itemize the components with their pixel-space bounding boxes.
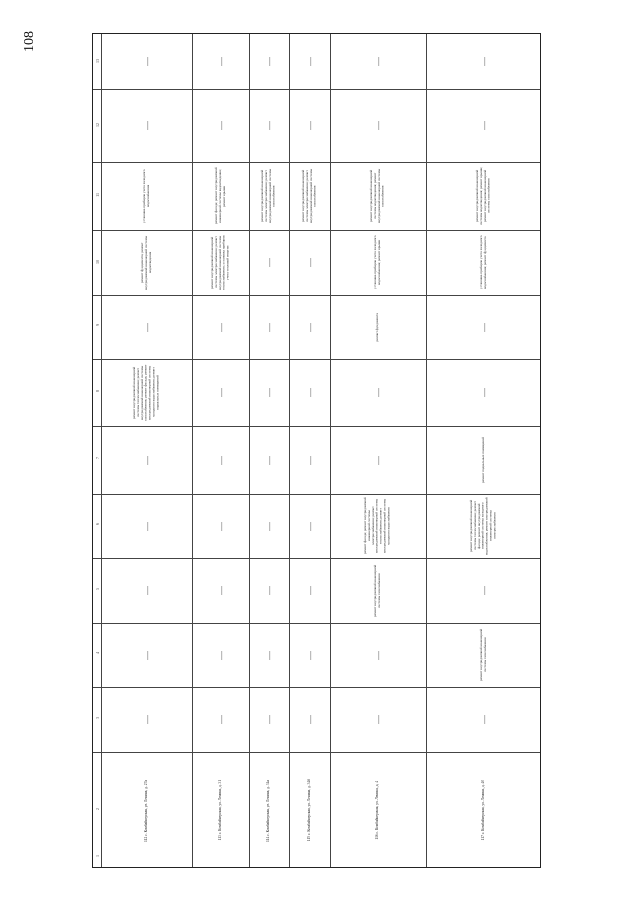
table-cell xyxy=(192,687,249,752)
column-number: 1 xyxy=(95,855,100,857)
empty-dash: — xyxy=(141,715,152,724)
table-cell xyxy=(426,623,542,687)
table-cell xyxy=(101,162,192,230)
table-cell xyxy=(249,623,289,687)
column-number: 8 xyxy=(95,389,100,392)
table-cell xyxy=(426,494,542,558)
table-cell xyxy=(289,558,330,623)
table-cell xyxy=(289,494,330,558)
empty-dash: — xyxy=(479,57,489,66)
empty-dash: — xyxy=(373,57,383,66)
table-cell xyxy=(289,34,330,89)
cell-text: ремонт фундамента; ремонт внутридомовой инженерной системы водоотведения xyxy=(139,235,152,290)
table-cell xyxy=(330,230,426,295)
empty-dash: — xyxy=(304,455,315,465)
table-cell xyxy=(101,295,192,359)
empty-dash: — xyxy=(264,455,274,465)
capital-repair-table xyxy=(92,33,541,868)
empty-dash: — xyxy=(264,388,274,397)
empty-dash: — xyxy=(304,258,315,267)
table-cell xyxy=(289,89,330,162)
empty-dash: — xyxy=(215,586,226,595)
table-cell xyxy=(101,359,192,426)
empty-dash: — xyxy=(141,650,152,660)
table-cell xyxy=(249,359,289,426)
column-number: 2 xyxy=(95,807,100,810)
cell-text: ремонт внутридомовой инженерной системы электроснабжения; ремонт внутридомовой инженерной системы газоснабжения xyxy=(300,168,317,224)
table-cell xyxy=(426,34,542,89)
table-cell xyxy=(289,359,330,426)
table-cell xyxy=(101,230,192,295)
table-cell xyxy=(426,359,542,426)
cell-text: установка приборов учета холодного водоснабжения; ремонт крыши xyxy=(373,235,381,290)
table-cell xyxy=(330,687,426,752)
table-cell xyxy=(289,687,330,752)
column-number: 7 xyxy=(95,457,100,459)
table-cell xyxy=(249,494,289,558)
empty-dash: — xyxy=(264,586,274,595)
table-cell xyxy=(426,687,542,752)
cell-text: установка приборов учета холодного водоснабжения; ремонт фундамента xyxy=(479,235,487,290)
table-cell xyxy=(330,359,426,426)
cell-text: ремонт внутридомовой инженерной системы газоснабжения xyxy=(373,564,381,617)
table-cell xyxy=(330,162,426,230)
cell-text: ремонт внутридомовой инженерной системы водоотведения; ремонт крыши; ремонт внутридомовой инженерной системы газоснабжения xyxy=(475,166,491,226)
table-cell xyxy=(330,558,426,623)
table-cell xyxy=(101,34,192,89)
table-cell xyxy=(249,558,289,623)
empty-dash: — xyxy=(141,322,152,332)
table-cell xyxy=(426,230,542,295)
empty-dash: — xyxy=(264,121,274,130)
table-cell xyxy=(101,558,192,623)
empty-dash: — xyxy=(304,57,315,66)
table-cell xyxy=(249,34,289,89)
cell-text: ремонт внутридомовой инженерной системы газоснабжения xyxy=(479,628,487,682)
table-cell xyxy=(249,89,289,162)
cell-text: ремонт подвальных помещений xyxy=(481,437,486,483)
empty-dash: — xyxy=(304,715,315,724)
table-cell xyxy=(192,359,249,426)
column-number: 12 xyxy=(95,122,100,127)
empty-dash: — xyxy=(264,258,274,267)
table-cell xyxy=(426,558,542,623)
cell-text: ремонт фасада; ремонт внутридомовой инженерной системы электроснабжения; ремонт внутридомовой инженерной системы теплоснабжения; ремонт внутридомовой инженерной системы холодного водоснабжения xyxy=(363,497,391,555)
table-cell xyxy=(426,752,542,869)
table-cell xyxy=(426,426,542,494)
page-number: 108 xyxy=(22,31,37,52)
empty-dash: — xyxy=(215,388,226,397)
table-cell xyxy=(330,295,426,359)
empty-dash: — xyxy=(141,586,152,595)
empty-dash: — xyxy=(141,121,152,130)
table-cell xyxy=(192,494,249,558)
table-cell xyxy=(289,295,330,359)
empty-dash: — xyxy=(141,57,152,66)
table-cell xyxy=(426,162,542,230)
column-number: 11 xyxy=(95,193,100,197)
table-cell xyxy=(192,295,249,359)
cell-text: 113 с. Комбайнерская, ул. Ленина, д. 31 xyxy=(217,780,222,841)
column-number: 5 xyxy=(95,587,100,590)
table-cell xyxy=(101,623,192,687)
empty-dash: — xyxy=(304,586,315,595)
empty-dash: — xyxy=(215,715,226,724)
table-cell xyxy=(192,623,249,687)
table-cell xyxy=(330,752,426,869)
empty-dash: — xyxy=(304,650,315,660)
cell-text: ремонт внутридомовой инженерной системы водоотведения; ремонт внутридомовой инженерной системы газоснабжения xyxy=(369,168,385,224)
empty-dash: — xyxy=(304,388,315,397)
cell-text: 115 с. Комбайнерская, ул. Ленина, д. 34б xyxy=(306,779,311,842)
empty-dash: — xyxy=(304,521,315,531)
table-cell xyxy=(330,34,426,89)
empty-dash: — xyxy=(479,121,489,130)
empty-dash: — xyxy=(215,121,226,130)
cell-text: ремонт фасада; ремонт внутридомовой инженерной системы водоотведения; ремонт крыши xyxy=(213,167,226,225)
empty-dash: — xyxy=(479,715,489,724)
table-cell xyxy=(192,558,249,623)
table-cell xyxy=(192,89,249,162)
table-cell xyxy=(289,230,330,295)
empty-dash: — xyxy=(479,388,489,397)
empty-dash: — xyxy=(373,121,383,130)
table-cell xyxy=(101,89,192,162)
empty-dash: — xyxy=(373,455,383,465)
empty-dash: — xyxy=(141,521,152,531)
empty-dash: — xyxy=(264,57,274,66)
table-cell xyxy=(249,687,289,752)
column-number: 4 xyxy=(95,652,100,654)
empty-dash: — xyxy=(264,715,274,724)
empty-dash: — xyxy=(264,322,274,332)
empty-dash: — xyxy=(215,322,226,332)
table-cell xyxy=(101,494,192,558)
table-cell xyxy=(249,230,289,295)
empty-dash: — xyxy=(479,586,489,595)
empty-dash: — xyxy=(215,455,226,465)
table-cell xyxy=(249,295,289,359)
cell-text: ремонт фундамента xyxy=(375,312,380,342)
cell-text: ремонт внутридомовой инженерной системы теплоснабжения; ремонт внутридомовой инженерной системы газоснабжения; ремонт фасада; ремонт внутридомовой инженерной системы холодного водоснабжения; ремонт подвальных помещений xyxy=(131,364,160,421)
table-cell xyxy=(249,162,289,230)
table-cell xyxy=(289,752,330,869)
table-cell xyxy=(289,162,330,230)
empty-dash: — xyxy=(304,322,315,332)
empty-dash: — xyxy=(373,650,383,660)
cell-text: ремонт внутридомовой инженерной системы электроснабжения; ремонт внутридомовой инженерной системы газоснабжения xyxy=(260,168,276,224)
empty-dash: — xyxy=(479,322,489,332)
table-cell xyxy=(249,752,289,869)
cell-text: 117 с. Комбайнерская, ул. Ленина, д. 40 xyxy=(481,780,486,841)
table-cell xyxy=(101,426,192,494)
empty-dash: — xyxy=(373,388,383,397)
table-cell xyxy=(330,426,426,494)
empty-dash: — xyxy=(215,650,226,660)
table-cell xyxy=(330,89,426,162)
column-number: 3 xyxy=(95,716,100,719)
empty-dash: — xyxy=(373,715,383,724)
cell-text: 112 с. Комбайнерская, ул. Ленина, д. 27а xyxy=(143,779,148,842)
empty-dash: — xyxy=(264,521,274,531)
empty-dash: — xyxy=(215,57,226,66)
cell-text: 114 с. Комбайнерская, ул. Ленина, д. 34а xyxy=(266,779,271,842)
cell-text: 116 с. Комбайнерская, ул. Ленина, д. 4 xyxy=(375,781,380,840)
cell-text: ремонт внутридомовой инженерной системы электроснабжения; ремонт внутридомовой инженерной системы теплоснабжения; установка приборов учета тепловой энергии xyxy=(209,235,230,290)
table-cell xyxy=(101,687,192,752)
table-cell xyxy=(289,426,330,494)
column-number: 9 xyxy=(95,324,100,326)
table-cell xyxy=(289,623,330,687)
empty-dash: — xyxy=(141,455,152,465)
table-cell xyxy=(330,623,426,687)
table-cell xyxy=(330,494,426,558)
column-number: 13 xyxy=(95,58,100,63)
empty-dash: — xyxy=(304,121,315,130)
cell-text: ремонт внутридомовой инженерной системы теплоснабжения; ремонт фасада; ремонт внутридомовой инженерной системы холодного водоснабжения; ремонт внутридомовой инженерной системы электроснабжения xyxy=(469,497,497,555)
cell-text: установка приборов учета холодного водоснабжения xyxy=(141,169,150,223)
table-cell xyxy=(426,89,542,162)
table-cell xyxy=(426,295,542,359)
table-cell xyxy=(101,752,192,869)
table-cell xyxy=(192,230,249,295)
table-cell xyxy=(192,34,249,89)
column-number: 10 xyxy=(95,259,100,264)
table-cell xyxy=(192,752,249,869)
table-cell xyxy=(192,426,249,494)
table-cell xyxy=(249,426,289,494)
empty-dash: — xyxy=(215,521,226,531)
empty-dash: — xyxy=(264,650,274,660)
column-number: 6 xyxy=(95,523,100,525)
table-cell xyxy=(192,162,249,230)
